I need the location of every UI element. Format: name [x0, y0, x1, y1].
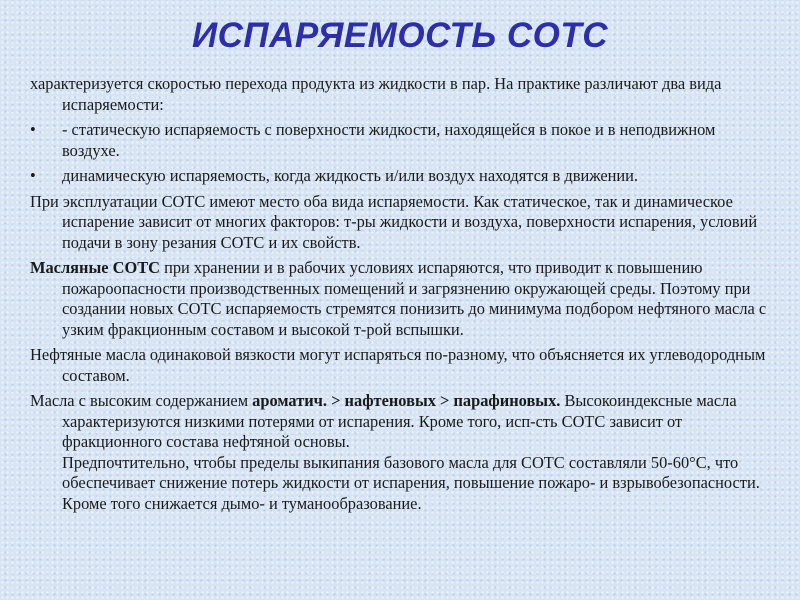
slide-content [30, 74, 776, 514]
bullet-icon: • [30, 166, 36, 185]
bullet-item-static [30, 120, 776, 161]
intro-paragraph: характеризуется скоростью перехода продукта из жидкости в пар. На практике различают два вида испаряемости: [30, 74, 722, 114]
slide-title: ИСПАРЯЕМОСТЬ СОТС [191, 16, 609, 55]
oil-paragraph [30, 258, 776, 340]
aromatic-paragraph [30, 391, 776, 453]
boiling-paragraph: Предпочтительно, чтобы пределы выкипания базового масла для СОТС составляли 50-60°С, что обеспечивает снижение потерь жидкости от испарения, повышение пожаро- и взрывобезопасности. Кроме того снижается дымо- и туманообразование. [62, 452, 760, 513]
bullet-text: динамическую испаряемость, когда жидкость и/или воздух находятся в движении. [62, 166, 639, 185]
bullet-icon: • [30, 120, 36, 139]
aromatic-paragraph-lead: Масла с высоким содержанием [30, 391, 253, 410]
oil-paragraph-text: при хранении и в рабочих условиях испаряются, что приводит к повышению пожароопасности производственных помещений и загрязнению окружающей среды. Поэтому при создании новых СОТС испаряемость стремятся понизить до минимума подбором нефтяного масла с узким фракционным составом и высокой т-рой вспышки. [62, 258, 767, 339]
aromatic-paragraph-bold: ароматич. > нафтеновых > парафиновых. [252, 391, 561, 410]
viscosity-paragraph: Нефтяные масла одинаковой вязкости могут испаряться по-разному, что объясняется их углеводородным составом. [30, 345, 766, 385]
bullet-item-dynamic [30, 166, 776, 187]
bullet-text: - статическую испаряемость с поверхности жидкости, находящейся в покое и в неподвижном воздухе. [62, 120, 716, 160]
aromatic-paragraph-text: Высокоиндексные масла характеризуются низкими потерями от испарения. Кроме того, исп-сть СОТС зависит от фракционного состава нефтяной основы. [62, 391, 737, 451]
operation-paragraph: При эксплуатации СОТС имеют место оба вида испаряемости. Как статическое, так и динамическое испарение зависит от многих факторов: т-ры жидкости и воздуха, поверхности испарения, условий подачи в зону резания СОТС и их свойств. [30, 191, 758, 252]
oil-paragraph-bold: Масляные СОТС [30, 258, 160, 277]
